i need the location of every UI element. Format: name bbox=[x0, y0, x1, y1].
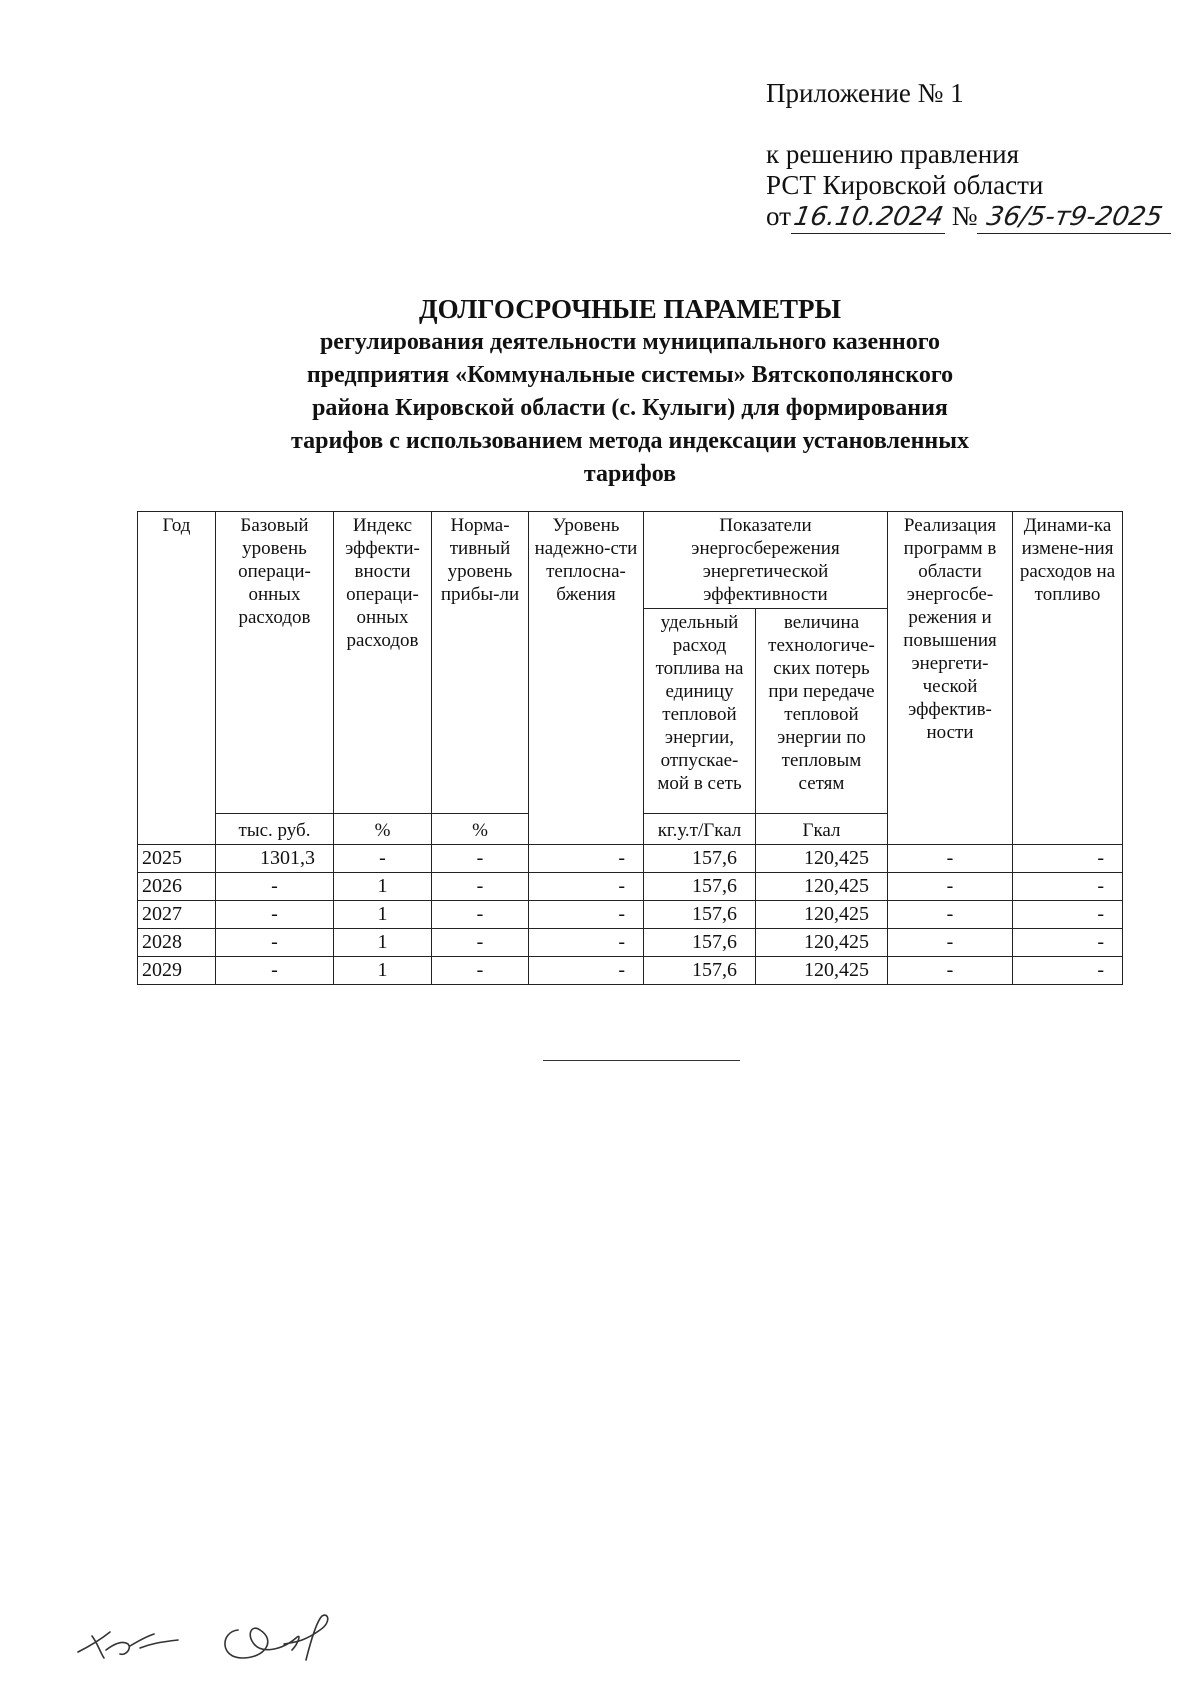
cell-fuel-dynamics: - bbox=[1013, 929, 1123, 957]
cell-base-opex: - bbox=[216, 901, 334, 929]
end-divider bbox=[543, 1060, 740, 1061]
cell-programs: - bbox=[888, 929, 1013, 957]
unit-base-opex: тыс. руб. bbox=[216, 814, 334, 845]
header-fuel-consumption: удельный расход топлива на единицу тепловой энергии, отпускае-мой в сеть bbox=[644, 609, 756, 814]
handwritten-number: 36/5-т9-2025 bbox=[984, 202, 1165, 232]
cell-base-opex: - bbox=[216, 957, 334, 985]
attachment-decision: к решению правления bbox=[766, 139, 1020, 169]
cell-normative-profit: - bbox=[432, 901, 529, 929]
unit-fuel-consumption: кг.у.т/Гкал bbox=[644, 814, 756, 845]
cell-fuel-consumption: 157,6 bbox=[644, 929, 756, 957]
cell-fuel-consumption: 157,6 bbox=[644, 845, 756, 873]
header-row bbox=[138, 512, 1123, 609]
table-row bbox=[138, 845, 1123, 873]
cell-reliability: - bbox=[529, 901, 644, 929]
cell-normative-profit: - bbox=[432, 957, 529, 985]
cell-efficiency-index: 1 bbox=[334, 873, 432, 901]
header-efficiency-index: Индекс эффекти-вности операци-онных расходов bbox=[334, 512, 432, 814]
cell-reliability: - bbox=[529, 845, 644, 873]
cell-year: 2027 bbox=[138, 901, 216, 929]
cell-reliability: - bbox=[529, 873, 644, 901]
header-fuel-dynamics: Динами-ка измене-ния расходов на топливо bbox=[1013, 512, 1123, 845]
title-line: района Кировской области (с. Кулыги) для формирования bbox=[312, 395, 948, 421]
title-main: ДОЛГОСРОЧНЫЕ ПАРАМЕТРЫ bbox=[419, 294, 841, 324]
cell-heat-losses: 120,425 bbox=[756, 901, 888, 929]
cell-reliability: - bbox=[529, 957, 644, 985]
cell-efficiency-index: - bbox=[334, 845, 432, 873]
header-base-opex: Базовый уровень операци-онных расходов bbox=[216, 512, 334, 814]
cell-heat-losses: 120,425 bbox=[756, 873, 888, 901]
table-row bbox=[138, 957, 1123, 985]
cell-year: 2029 bbox=[138, 957, 216, 985]
cell-efficiency-index: 1 bbox=[334, 957, 432, 985]
cell-normative-profit: - bbox=[432, 873, 529, 901]
header-energy-group: Показатели энергосбережения энергетической эффективности bbox=[644, 512, 888, 609]
cell-fuel-consumption: 157,6 bbox=[644, 901, 756, 929]
cell-base-opex: - bbox=[216, 873, 334, 901]
from-label: от bbox=[766, 201, 791, 231]
header-year: Год bbox=[138, 512, 216, 845]
title-line: предприятия «Коммунальные системы» Вятскополянского bbox=[306, 362, 954, 388]
cell-fuel-dynamics: - bbox=[1013, 957, 1123, 985]
cell-efficiency-index: 1 bbox=[334, 901, 432, 929]
handwritten-date: 16.10.2024 bbox=[790, 202, 946, 232]
cell-base-opex: 1301,3 bbox=[216, 845, 334, 873]
cell-normative-profit: - bbox=[432, 929, 529, 957]
table-row bbox=[138, 901, 1123, 929]
cell-reliability: - bbox=[529, 929, 644, 957]
cell-base-opex: - bbox=[216, 929, 334, 957]
cell-fuel-dynamics: - bbox=[1013, 845, 1123, 873]
cell-fuel-dynamics: - bbox=[1013, 873, 1123, 901]
attachment-date-line bbox=[766, 201, 1186, 234]
cell-year: 2025 bbox=[138, 845, 216, 873]
attachment-number: Приложение № 1 bbox=[766, 78, 964, 108]
attachment-authority: РСТ Кировской области bbox=[766, 170, 1044, 200]
cell-programs: - bbox=[888, 957, 1013, 985]
header-reliability: Уровень надежно-сти теплосна-бжения bbox=[529, 512, 644, 845]
title-line: тарифов с использованием метода индексации установленных bbox=[291, 428, 969, 454]
cell-heat-losses: 120,425 bbox=[756, 957, 888, 985]
header-heat-losses: величина технологиче-ских потерь при передаче тепловой энергии по тепловым сетям bbox=[756, 609, 888, 814]
cell-fuel-consumption: 157,6 bbox=[644, 873, 756, 901]
cell-heat-losses: 120,425 bbox=[756, 845, 888, 873]
cell-fuel-dynamics: - bbox=[1013, 901, 1123, 929]
title-line: тарифов bbox=[583, 461, 677, 487]
cell-fuel-consumption: 157,6 bbox=[644, 957, 756, 985]
parameters-table bbox=[137, 511, 1123, 985]
initials-signature-icon bbox=[70, 1600, 390, 1670]
title-line: регулирования деятельности муниципального казенного bbox=[319, 329, 941, 355]
cell-programs: - bbox=[888, 845, 1013, 873]
unit-normative-profit: % bbox=[432, 814, 529, 845]
cell-year: 2026 bbox=[138, 873, 216, 901]
attachment-block bbox=[766, 78, 1186, 234]
cell-heat-losses: 120,425 bbox=[756, 929, 888, 957]
cell-programs: - bbox=[888, 901, 1013, 929]
unit-heat-losses: Гкал bbox=[756, 814, 888, 845]
table-row bbox=[138, 873, 1123, 901]
unit-efficiency-index: % bbox=[334, 814, 432, 845]
table-row bbox=[138, 929, 1123, 957]
cell-programs: - bbox=[888, 873, 1013, 901]
cell-year: 2028 bbox=[138, 929, 216, 957]
header-programs: Реализация программ в области энергосбе-режения и повышения энергети-ческой эффектив-ности bbox=[888, 512, 1013, 845]
cell-normative-profit: - bbox=[432, 845, 529, 873]
cell-efficiency-index: 1 bbox=[334, 929, 432, 957]
header-normative-profit: Норма-тивный уровень прибы-ли bbox=[432, 512, 529, 814]
number-label: № bbox=[951, 201, 978, 231]
document-title bbox=[200, 292, 1060, 491]
